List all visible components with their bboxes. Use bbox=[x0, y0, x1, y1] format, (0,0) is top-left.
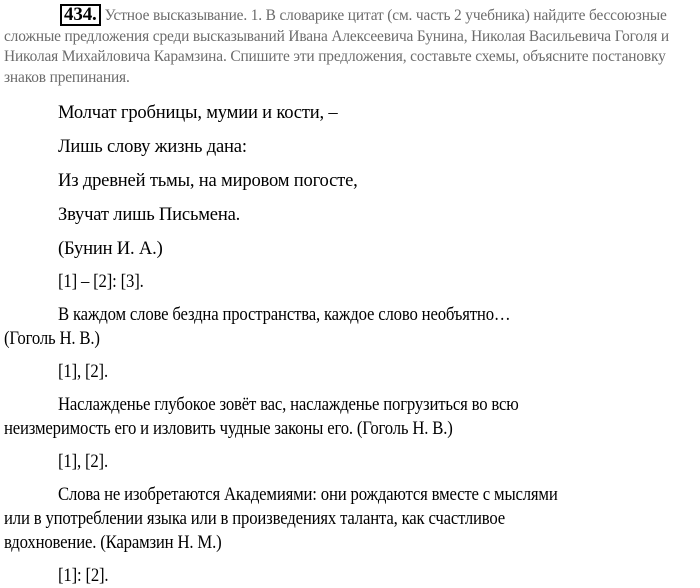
quote-1-line-3: Из древней тьмы, на мировом погосте, bbox=[58, 170, 358, 191]
quote-3-line-1: Наслажденье глубокое зовёт вас, наслажденье погрузиться во всю bbox=[58, 394, 519, 415]
quote-1-author: (Бунин И. А.) bbox=[58, 238, 163, 259]
quote-1-scheme: [1] – [2]: [3]. bbox=[58, 271, 144, 292]
quote-2-author: (Гоголь Н. В.) bbox=[4, 328, 100, 349]
task-statement bbox=[4, 4, 696, 88]
quote-2-scheme: [1], [2]. bbox=[58, 361, 108, 382]
quote-1-line-2: Лишь слову жизнь дана: bbox=[58, 136, 247, 157]
task-text: Устное высказывание. 1. В словарике цитат (см. часть 2 учебника) найдите бессоюзные сложные предложения среди высказываний Ивана Алексеевича Бунина, Николая Васильевича Гоголя и Николая Михайловича Карамзина. Спишите эти предложения, составьте схемы, объясните постановку знаков препинания. bbox=[4, 7, 669, 86]
quote-3-scheme: [1], [2]. bbox=[58, 451, 108, 472]
quote-1-line-1: Молчат гробницы, мумии и кости, – bbox=[58, 102, 338, 123]
quote-4-scheme: [1]: [2]. bbox=[58, 565, 109, 586]
task-number-badge: 434. bbox=[60, 4, 101, 26]
quote-4-line-2: или в употреблении языка или в произведениях таланта, как счастливое bbox=[4, 508, 506, 529]
quote-3-line-2: неизмеримость его и изловить чудные законы его. (Гоголь Н. В.) bbox=[4, 418, 453, 439]
quote-1-line-4: Звучат лишь Письмена. bbox=[58, 204, 241, 225]
quote-2-line-1: В каждом слове бездна пространства, каждое слово необъятно… bbox=[58, 304, 511, 325]
quote-4-line-3: вдохновение. (Карамзин Н. М.) bbox=[4, 532, 222, 553]
quote-4-line-1: Слова не изобретаются Академиями: они рождаются вместе с мыслями bbox=[58, 484, 558, 505]
